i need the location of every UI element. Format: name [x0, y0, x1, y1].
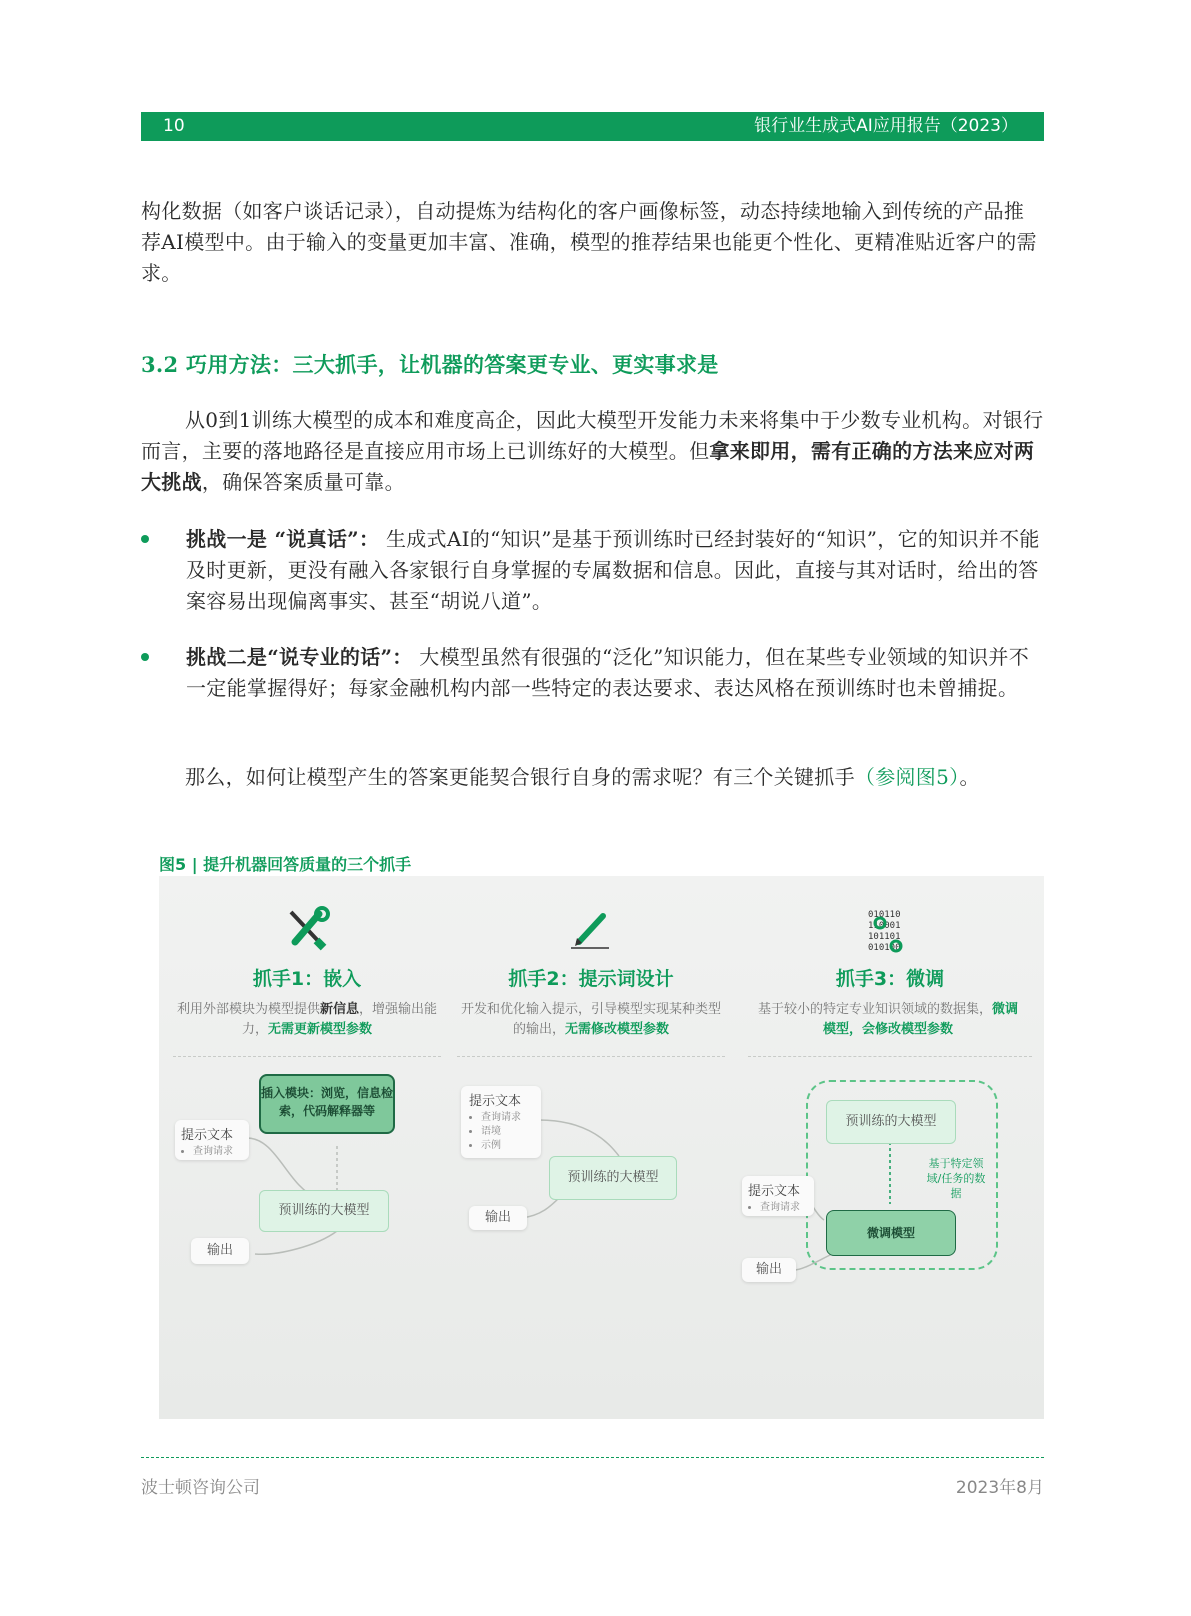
bullet-body: 大模型虽然有很强的“泛化”知识能力，但在某些专业领域的知识并不一定能掌握得好；每家金融机构内部一些特定的表达要求、表达风格在预训练时也未曾捕捉。 [186, 645, 1030, 700]
output-box: 输出 [191, 1238, 249, 1264]
para2-end: 。 [959, 765, 980, 789]
pretrained-model-box: 预训练的大模型 [259, 1190, 389, 1232]
svg-text:010100: 010100 [868, 943, 901, 953]
bullet-dot [141, 653, 149, 661]
prompt-items [469, 1111, 533, 1153]
desc-key: 新信息 [319, 1002, 359, 1017]
section-paragraph-1 [141, 405, 1044, 498]
svg-text:110001: 110001 [868, 921, 901, 931]
prompt-item: • 查询请求 [193, 1145, 243, 1159]
prompt-item: • 语境 [481, 1125, 533, 1139]
plugin-module-box: 插入模块：浏览，信息检索，代码解释器等 [259, 1074, 395, 1134]
intro-paragraph: 构化数据（如客户谈话记录），自动提炼为结构化的客户画像标签，动态持续地输入到传统的产品推荐AI模型中。由于输入的变量更加丰富、准确，模型的推荐结果也能更个性化、更精准贴近客户的需求。 [141, 199, 1037, 285]
output-box: 输出 [742, 1258, 796, 1282]
prompt-title: 提示文本 [469, 1094, 522, 1109]
prompt-items [181, 1145, 243, 1159]
para1-bold: 拿来即用，需有正确的方法来应对两大挑战 [141, 439, 1035, 494]
para1-text: 从0到1训练大模型的成本和难度高企，因此大模型开发能力未来将集中于少数专业机构。对银行而言，主要的落地路径是直接应用市场上已训练好的大模型。但 [141, 408, 1044, 463]
prompt-title: 提示文本 [748, 1184, 801, 1199]
bullet-body: 生成式AI的“知识”是基于预训练时已经封装好的“知识”，它的知识并不能及时更新，更没有融入各家银行自身掌握的专属数据和信息。因此，直接与其对话时，给出的答案容易出现偏离事实、甚至“胡说八道”。 [186, 527, 1040, 613]
running-header [141, 112, 1044, 141]
prompt-item: • 示例 [481, 1139, 533, 1153]
finetuned-model-box: 微调模型 [826, 1210, 956, 1256]
footer-date: 2023年8月 [955, 1478, 1044, 1498]
figure-column-1 [167, 876, 447, 1419]
footer-company: 波士顿咨询公司 [141, 1478, 260, 1498]
desc-highlight: 无需更新模型参数 [268, 1022, 373, 1037]
column-heading: 抓手2：提示词设计 [508, 968, 674, 990]
prompt-items [748, 1201, 808, 1215]
svg-text:101101: 101101 [868, 932, 901, 942]
bullet-text [186, 524, 1044, 617]
bullet-lead: 挑战一是 “说真话”： [186, 527, 380, 551]
bullet-text [186, 642, 1044, 704]
desc-text-2: ，增强输出能力， [241, 1002, 438, 1037]
prompt-item: • 查询请求 [481, 1111, 533, 1125]
bullet-lead: 挑战二是“说专业的话”： [186, 645, 413, 669]
prompt-box [175, 1120, 249, 1160]
desc-highlight: 无需修改模型参数 [565, 1022, 670, 1037]
desc-text: 利用外部模块为模型提供 [176, 1002, 320, 1017]
output-box: 输出 [469, 1206, 527, 1230]
desc-text: 开发和优化输入提示，引导模型实现某种类型的输出， [460, 1002, 721, 1037]
para2-text: 那么，如何让模型产生的答案更能契合银行自身的需求呢？有三个关键抓手 [185, 765, 855, 789]
desc-highlight: 微调模型，会修改模型参数 [822, 1002, 1019, 1037]
section-paragraph-2 [141, 762, 1044, 793]
figure-reference-link[interactable]: （参阅图5） [854, 765, 960, 789]
desc-text: 基于较小的特定专业知识领域的数据集， [757, 1002, 992, 1017]
prompt-box [742, 1176, 814, 1216]
prompt-title: 提示文本 [181, 1128, 234, 1143]
svg-text:010110: 010110 [868, 910, 901, 920]
column-heading: 抓手1：嵌入 [252, 968, 362, 990]
report-title: 银行业生成式AI应用报告（2023） [754, 116, 1018, 136]
prompt-box [461, 1086, 541, 1158]
figure-column-3 [742, 876, 1038, 1419]
para1-end: ，确保答案质量可靠。 [201, 470, 405, 494]
flow-arrows [742, 876, 1038, 1419]
prompt-item: • 查询请求 [760, 1201, 808, 1215]
bullet-dot [141, 535, 149, 543]
page-number: 10 [163, 116, 185, 136]
finetune-note: 基于特定领域/任务的数据 [926, 1157, 986, 1200]
figure-5 [159, 876, 1044, 1419]
column-heading: 抓手3：微调 [835, 968, 945, 990]
figure-column-2 [451, 876, 731, 1419]
footer-divider [141, 1457, 1044, 1458]
pretrained-model-box: 预训练的大模型 [549, 1156, 677, 1200]
pretrained-model-box: 预训练的大模型 [826, 1100, 956, 1144]
figure-title: 图5 | 提升机器回答质量的三个抓手 [159, 855, 412, 874]
section-heading: 3.2 巧用方法：三大抓手，让机器的答案更专业、更实事求是 [141, 352, 719, 377]
